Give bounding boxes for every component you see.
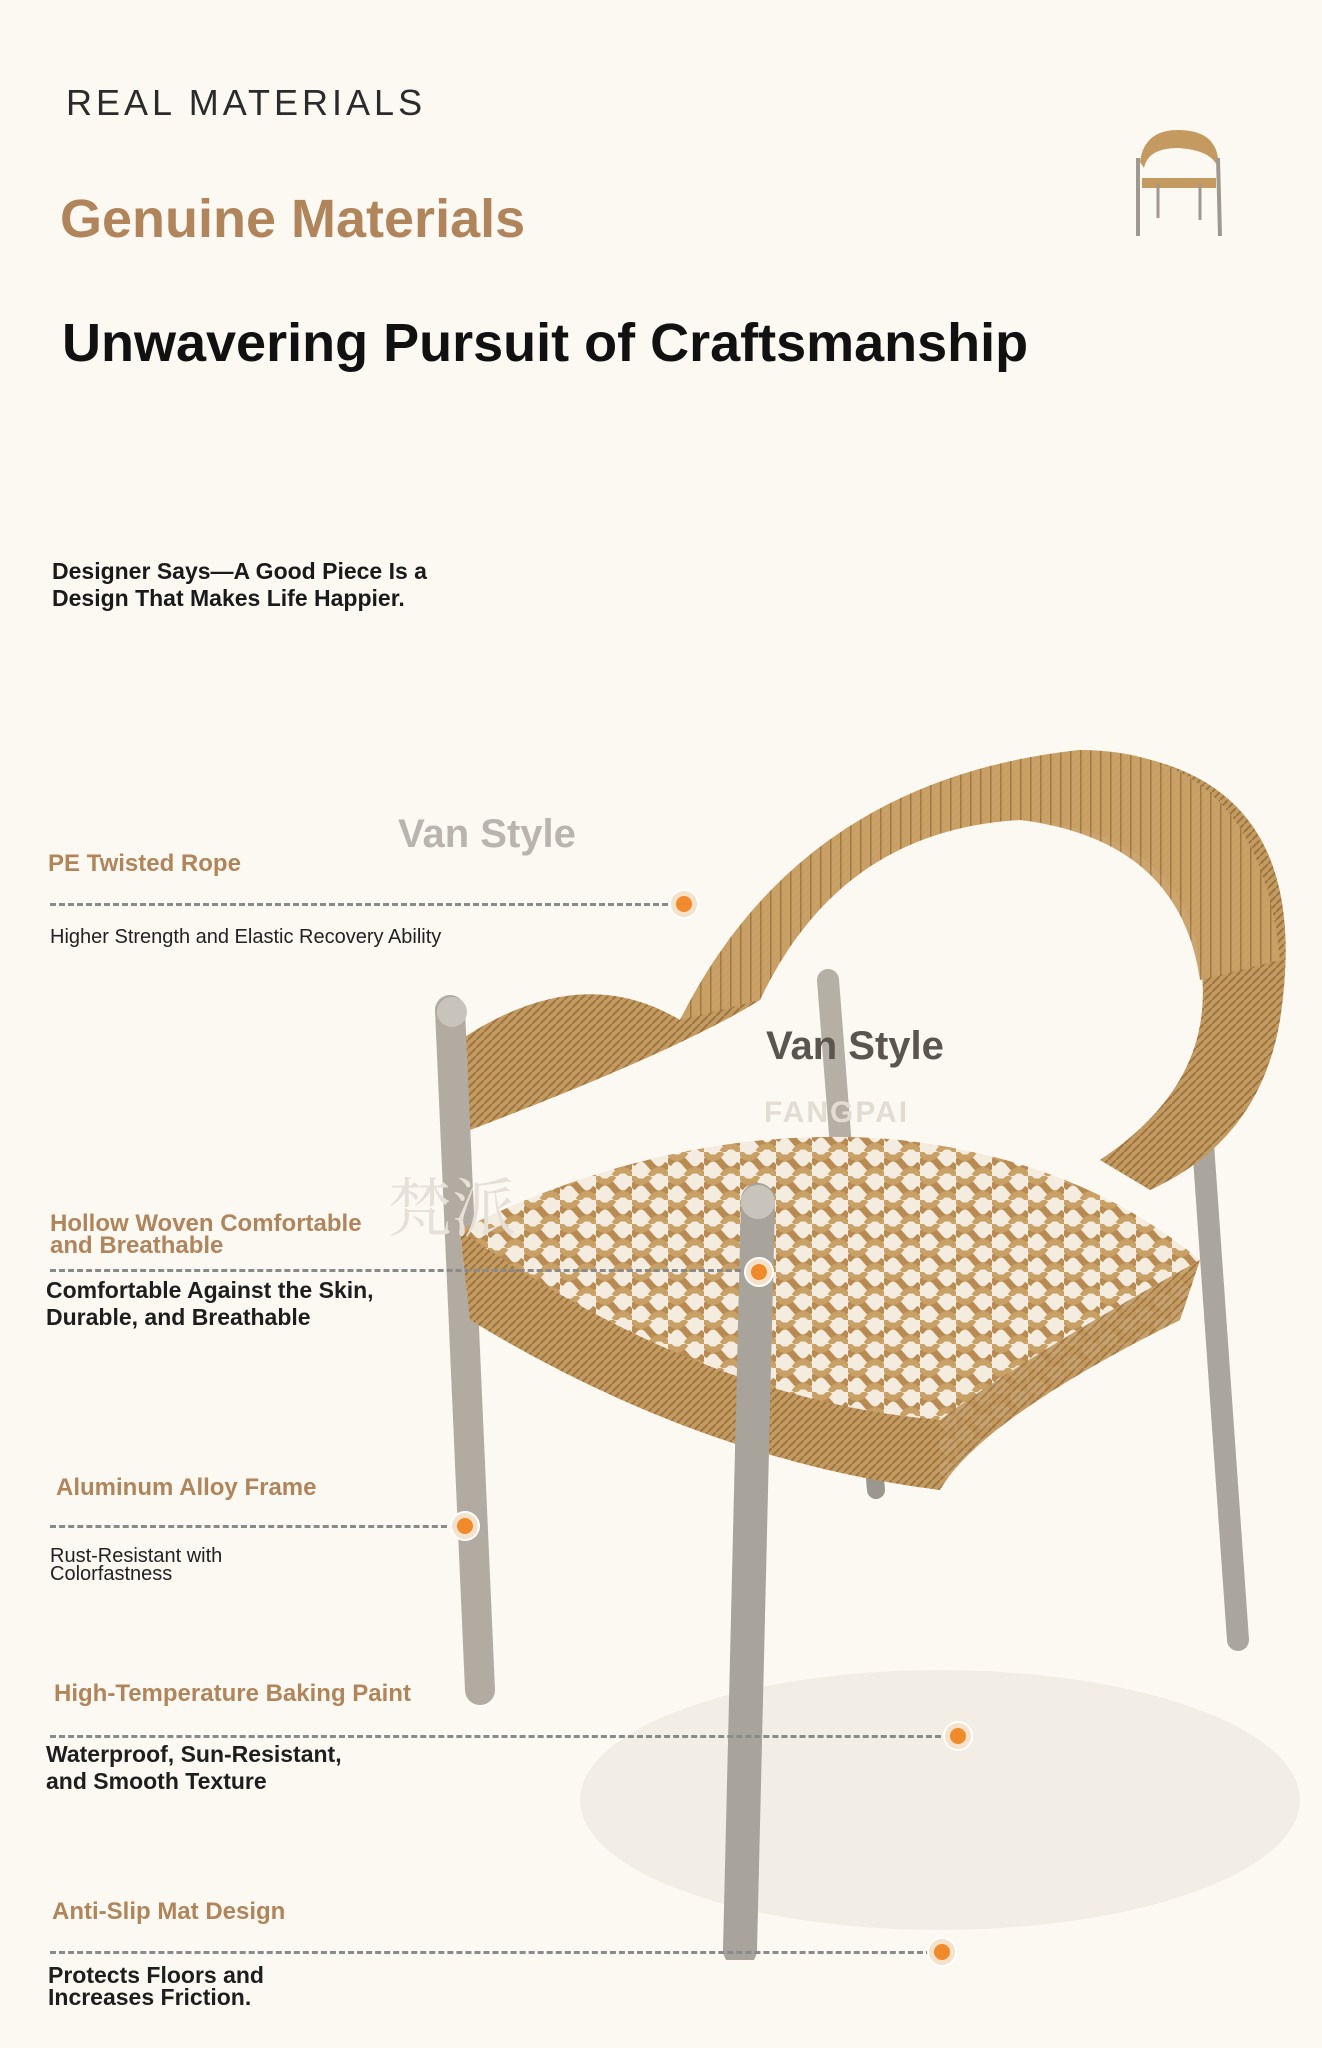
eyebrow-label: REAL MATERIALS: [66, 82, 427, 123]
feature-desc-aluminum-frame: Rust-Resistant with Colorfastness: [50, 1545, 223, 1585]
page-subtitle: Unwavering Pursuit of Craftsmanship: [62, 313, 1029, 373]
watermark-4: 梵派: [388, 1173, 516, 1245]
feature-title-hollow-woven: Hollow Woven Comfortable and Breathable: [50, 1210, 362, 1259]
watermark-2: Van Style: [766, 1024, 944, 1068]
feature-title-baking-paint: High-Temperature Baking Paint: [54, 1680, 411, 1707]
callout-dot: [929, 1939, 955, 1965]
feature-desc-hollow-woven: Comfortable Against the Skin, Durable, and Breathable: [46, 1277, 374, 1330]
feature-desc-anti-slip: Protects Floors and Increases Friction.: [48, 1962, 264, 2010]
chair-thumbnail: [1130, 128, 1226, 240]
feature-desc-pe-rope: Higher Strength and Elastic Recovery Ability: [50, 926, 442, 948]
feature-title-pe-rope: PE Twisted Rope: [48, 850, 241, 877]
callout-line: [50, 903, 686, 906]
chair-illustration: [380, 720, 1322, 1960]
callout-line: [50, 1525, 456, 1528]
callout-line: [50, 1951, 932, 1954]
watermark-1: Van Style: [398, 812, 576, 856]
callout-line: [50, 1735, 950, 1738]
callout-dot: [945, 1723, 971, 1749]
callout-line: [50, 1269, 750, 1272]
feature-desc-baking-paint: Waterproof, Sun-Resistant, and Smooth Texture: [46, 1741, 342, 1794]
callout-dot: [452, 1513, 478, 1539]
feature-title-aluminum-frame: Aluminum Alloy Frame: [56, 1474, 317, 1501]
watermark-3: FANGPAI: [764, 1096, 910, 1129]
feature-title-anti-slip: Anti-Slip Mat Design: [52, 1898, 286, 1925]
page-title: Genuine Materials: [60, 189, 526, 249]
callout-dot: [671, 891, 697, 917]
designer-quote: Designer Says—A Good Piece Is a Design That Makes Life Happier.: [52, 558, 427, 611]
callout-dot: [746, 1259, 772, 1285]
